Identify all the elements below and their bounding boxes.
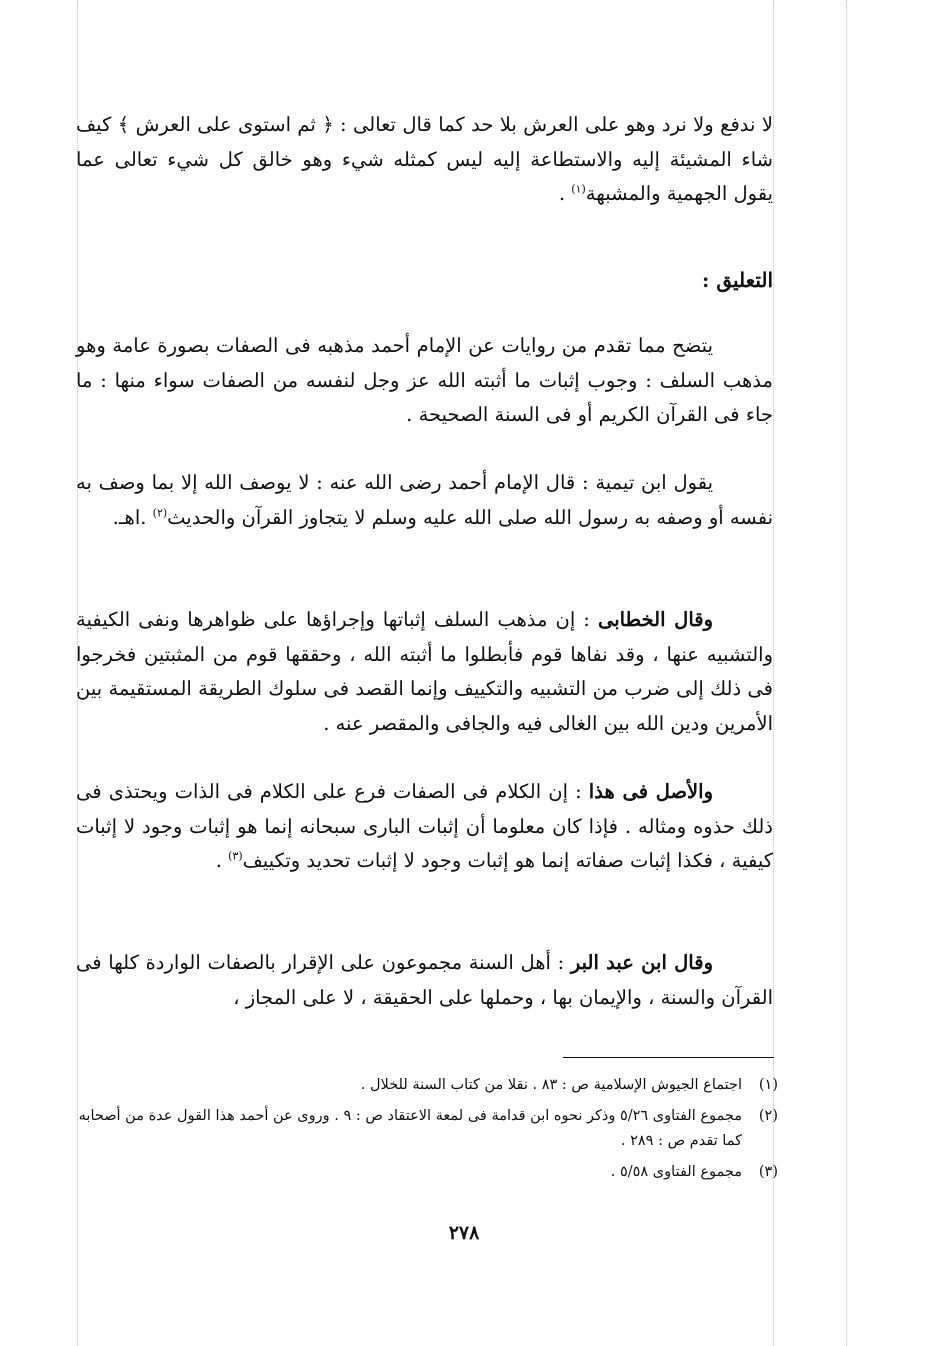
paragraph-1-text: يتضح مما تقدم من روايات عن الإمام أحمد مذهبه فى الصفات بصورة عامة وهو مذهب السلف : وجوب إثبات ما أثبته الله عز وجل لنفسه من الصفات سواء منها : ما جاء فى القرآن الكريم أو فى السنة الصحيحة .	[76, 334, 773, 426]
footnote-divider	[563, 1057, 774, 1058]
paragraph-5	[76, 946, 773, 1015]
intro-paragraph	[76, 108, 773, 212]
footnotes	[76, 1073, 778, 1185]
paragraph-3-text: : إن مذهب السلف إثباتها وإجراؤها على ظواهرها ونفى الكيفية والتشبيه عنها ، وقد نفاها قوم فأبطلوا ما أثبته الله ، وحققها قوم من المثبتين فخرجوا فى ذلك إلى ضرب من التشبيه والتكييف وإنما القصد فى سلوك الطريقة المستقيمة بين الأمرين ودين الله بين الغالى فيه والجافى والمقصر عنه .	[76, 608, 773, 735]
footnote-1	[76, 1073, 778, 1098]
paragraph-2-end: .اهـ.	[112, 505, 153, 529]
footnote-2	[76, 1104, 778, 1154]
paragraph-1	[76, 329, 773, 433]
paragraph-2	[76, 466, 773, 535]
paragraph-4	[76, 775, 773, 879]
paragraph-5-text: : أهل السنة مجموعون على الإقرار بالصفات الواردة كلها فى القرآن والسنة ، والإيمان بها ، وحملها على الحقيقة ، لا على المجاز ،	[76, 951, 773, 1009]
paragraph-4-end: .	[215, 849, 229, 872]
footnote-ref-1[interactable]: (١)	[571, 182, 586, 196]
intro-end: .	[558, 182, 572, 205]
section-heading: التعليق :	[701, 268, 773, 292]
paragraph-5-lead: وقال ابن عبد البر	[570, 951, 713, 974]
intro-text: لا ندفع ولا نرد وهو على العرش بلا حد كما قال تعالى : ﴿ ثم استوى على العرش ﴾ كيف شاء المشيئة إليه والاستطاعة إليه ليس كمثله شيء وهو خالق كل شيء تعالى عما يقول الجهمية والمشبهة	[76, 113, 773, 205]
footnote-ref-3[interactable]: (٣)	[228, 849, 243, 863]
paragraph-3-lead: وقال الخطابى	[597, 608, 713, 631]
footnote-text: مجموع الفتاوى ٥/٥٨ .	[610, 1164, 742, 1180]
footnote-3	[76, 1160, 778, 1185]
footnote-number: (٣)	[758, 1164, 778, 1180]
footnote-text: اجتماع الجيوش الإسلامية ص : ٨٣ . نقلا من كتاب السنة للخلال .	[360, 1077, 742, 1093]
paragraph-4-text: : إن الكلام فى الصفات فرع على الكلام فى الذات ويحتذى فى ذلك حذوه ومثاله . فإذا كان معلوما أن إثبات البارى سبحانه إنما هو إثبات وجود لا إثبات كيفية ، فكذا إثبات صفاته إنما هو إثبات وجود لا إثبات تحديد وتكييف	[76, 780, 773, 872]
paragraph-2-text: يقول ابن تيمية : قال الإمام أحمد رضى الله عنه : لا يوصف الله إلا بما وصف به نفسه أو وصفه به رسول الله صلى الله عليه وسلم لا يتجاوز القرآن والحديث	[76, 471, 773, 529]
page-number: ٢٧٨	[448, 1222, 480, 1244]
footnote-number: (١)	[758, 1077, 778, 1093]
footnote-text: مجموع الفتاوى ٥/٢٦ وذكر نحوه ابن قدامة فى لمعة الاعتقاد ص : ٩ . وروى عن أحمد هذا القول عدة من أصحابه كما تقدم ص : ٢٨٩ .	[78, 1108, 742, 1149]
paragraph-3	[76, 603, 773, 741]
scan-guide-line	[846, 0, 847, 1346]
footnote-number: (٢)	[758, 1108, 778, 1124]
footnote-ref-2[interactable]: (٢)	[152, 506, 168, 519]
paragraph-4-lead: والأصل فى هذا	[588, 780, 714, 803]
